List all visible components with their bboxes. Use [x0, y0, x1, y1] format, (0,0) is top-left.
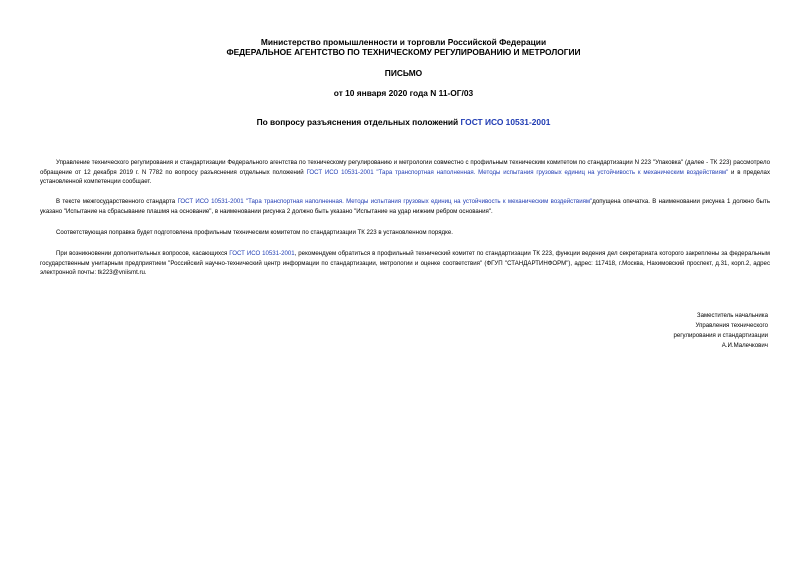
- paragraph-text: Управление технического регулирования и стандартизации Федерального агентства по техническому регулированию и метрологии совместно с профильным техническим комитетом по стандартизации N 223 "Упаковка" (далее - ТК 223) рассмотрело обращение от 12 декабря 2019 г. N 7782 по вопросу разъяснения отдельных положений: [40, 159, 770, 176]
- agency-heading: ФЕДЕРАЛЬНОЕ АГЕНТСТВО ПО ТЕХНИЧЕСКОМУ РЕГУЛИРОВАНИЮ И МЕТРОЛОГИИ: [226, 47, 581, 57]
- signatory-position: Заместитель начальника: [696, 312, 768, 319]
- standard-link[interactable]: ГОСТ ИСО 10531-2001 "Тара транспортная наполненная. Методы испытания грузовых единиц на устойчивость к механическим воздействиям": [177, 198, 593, 205]
- paragraph-typo: [40, 197, 770, 216]
- standard-link[interactable]: ГОСТ ИСО 10531-2001: [229, 250, 295, 257]
- paragraph-text: и в пределах установленной компетенции сообщает.: [40, 168, 770, 186]
- document-date-number: от 10 января 2020 года N 11-ОГ/03: [333, 88, 474, 98]
- subject-standard-link[interactable]: ГОСТ ИСО 10531-2001: [460, 117, 551, 127]
- paragraph-text: При возникновении дополнительных вопросов, касающихся: [56, 250, 230, 257]
- signature-block: [600, 311, 768, 351]
- paragraph-text: допущена опечатка. В наименовании рисунка 1 должно быть указано "Испытание на сбрасывание плашмя на основание", в наименовании рисунка 2 должно быть указано "Испытание на удар нижним ребром основания".: [40, 198, 770, 215]
- signatory-department-continued: регулирования и стандартизации: [673, 332, 768, 339]
- paragraph-contacts: [40, 249, 770, 278]
- document-subject: [0, 117, 807, 127]
- signatory-name: А.И.Малечкович: [721, 342, 768, 349]
- paragraph-amendment: Соответствующая поправка будет подготовлена профильным техническим комитетом по стандартизации ТК 223 в установленном порядке.: [56, 229, 453, 236]
- document-type: ПИСЬМО: [384, 68, 423, 78]
- standard-link[interactable]: ГОСТ ИСО 10531-2001 "Тара транспортная наполненная. Методы испытания грузовых единиц на устойчивость к механическим воздействиям": [306, 168, 729, 176]
- subject-text: По вопросу разъяснения отдельных положений: [256, 117, 461, 127]
- ministry-heading: Министерство промышленности и торговли Российской Федерации: [260, 37, 547, 47]
- paragraph-text: , рекомендуем обратиться в профильный технический комитет по стандартизации ТК 223, функции ведения дел секретариата которого закреплены за федеральным государственным унитарным предприятием "Российский научно-технический центр информации по стандартизации, метрологии и оценке соответствия" (ФГУП "СТАНДАРТИНФОРМ"), адрес: 117418, г.Москва, Нахимовский проспект, д.31, корп.2, адрес электронной почты: tk223@vniismt.ru.: [40, 250, 770, 277]
- paragraph-text: В тексте межгосударственного стандарта: [56, 198, 178, 205]
- signatory-department: Управления технического: [695, 322, 768, 329]
- paragraph-request: [40, 158, 770, 187]
